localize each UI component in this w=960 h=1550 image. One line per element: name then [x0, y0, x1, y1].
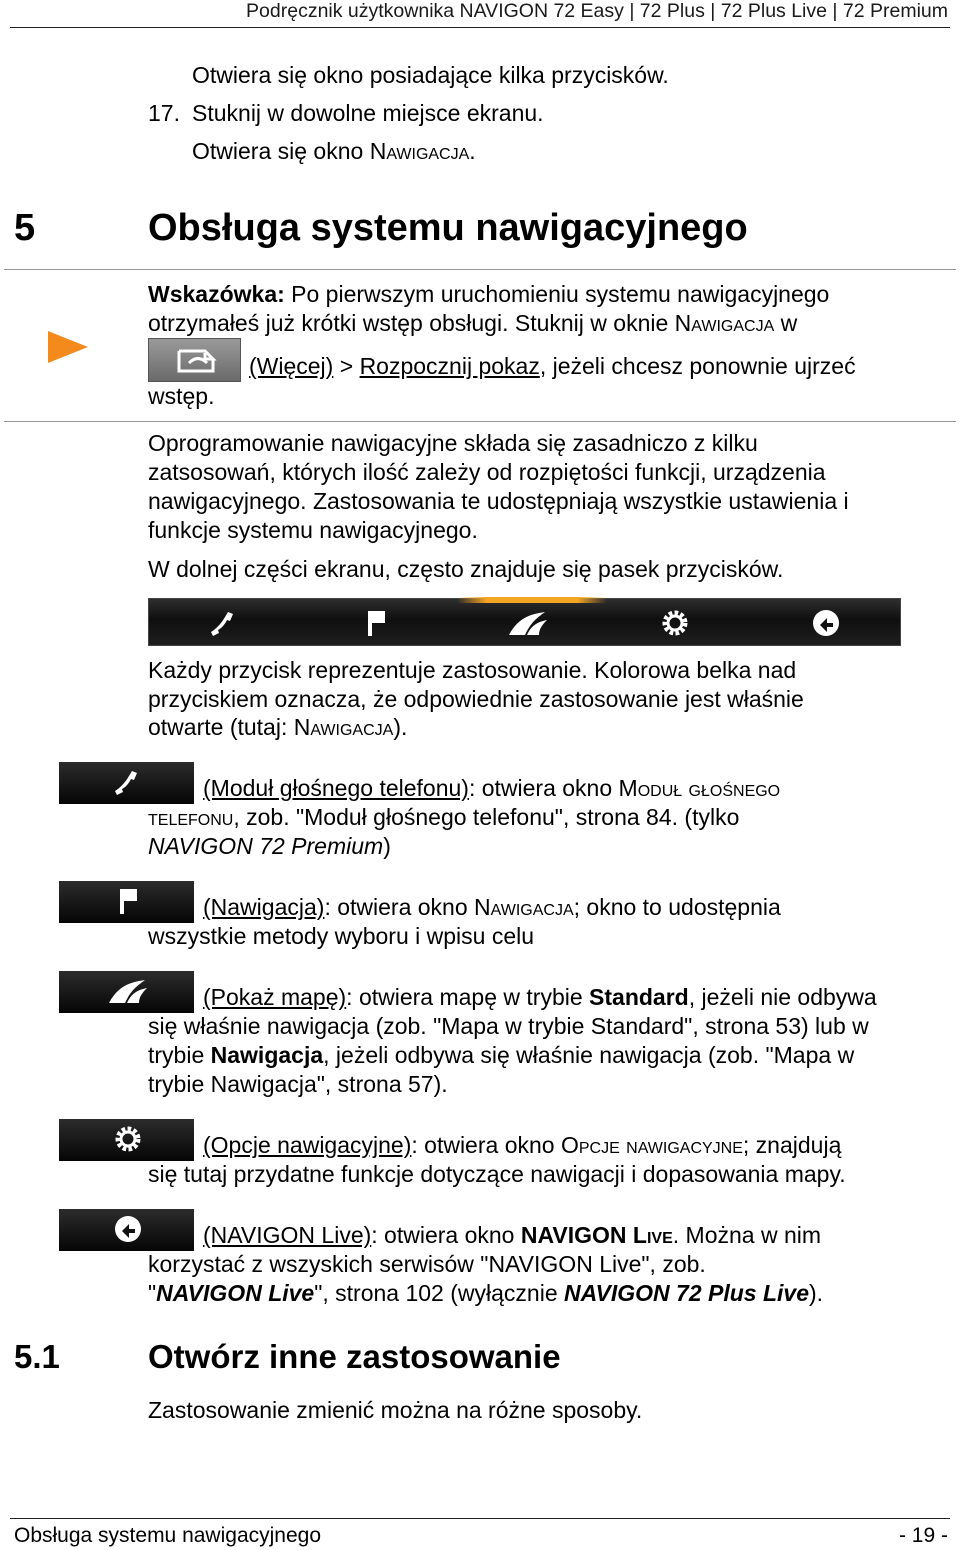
page-number: - 19 - [898, 1524, 948, 1547]
para3-line-3: otwarte (tutaj: Nawigacja). [148, 714, 408, 740]
start-tour-link[interactable]: Rozpocznij pokaz [359, 353, 540, 379]
intro-line-2: Stuknij w dowolne miejsce ekranu. [192, 100, 544, 126]
navigon-live-button[interactable] [59, 1209, 194, 1251]
flag-icon [113, 886, 143, 916]
hint-line-2: otrzymałeś już krótki wstęp obsługi. Stuknij w oknie Nawigacja w [148, 310, 798, 336]
para1-line-4: funkcje systemu nawigacyjnego. [148, 517, 478, 543]
nav-line-1: (Nawigacja): otwiera okno Nawigacja; okno to udostępnia [203, 894, 781, 920]
map-line-1: (Pokaż mapę): otwiera mapę w trybie Standard, jeżeli nie odbywa [203, 984, 877, 1010]
phone-line-3: NAVIGON 72 Premium) [148, 833, 391, 859]
para3-line-1: Każdy przycisk reprezentuje zastosowanie. Kolorowa belka nad [148, 657, 797, 683]
road-icon [107, 976, 149, 1006]
navigon-live-link[interactable]: (NAVIGON Live) [203, 1222, 372, 1248]
para4: Zastosowanie zmienić można na różne sposoby. [148, 1397, 643, 1423]
phone-line-1: (Moduł głośnego telefonu): otwiera okno Moduł głośnego [203, 775, 781, 801]
phone-line-2: telefonu, zob. "Moduł głośnego telefonu", strona 84. (tylko [148, 804, 740, 830]
options-line-2: się tutaj przydatne funkcje dotyczące nawigacji i dopasowania mapy. [148, 1161, 846, 1187]
step-number: 17. [148, 100, 180, 126]
phone-link[interactable]: (Moduł głośnego telefonu) [203, 775, 469, 801]
more-button[interactable] [148, 338, 241, 382]
map-line-4: trybie Nawigacja", strona 57). [148, 1071, 448, 1097]
para2: W dolnej części ekranu, często znajduje się pasek przycisków. [148, 556, 784, 582]
hint-top-rule [4, 269, 956, 270]
more-icon [149, 339, 242, 383]
map-line-3: trybie Nawigacja, jeżeli odbywa się właśnie nawigacja (zob. "Mapa w [148, 1042, 855, 1068]
phone-icon[interactable] [209, 608, 239, 638]
hint-arrow-icon [48, 331, 88, 363]
live-line-2: korzystać z wszyskich serwisów "NAVIGON Live", zob. [148, 1251, 706, 1277]
nav-line-2: wszystkie metody wyboru i wpisu celu [148, 923, 535, 949]
gear-icon [113, 1124, 143, 1154]
hint-line-1: Wskazówka: Po pierwszym uruchomieniu systemu nawigacyjnego [148, 281, 830, 307]
navigon-live-icon [113, 1214, 143, 1244]
para1-line-1: Oprogramowanie nawigacyjne składa się zasadniczo z kilku [148, 430, 758, 456]
subsection-number: 5.1 [14, 1338, 60, 1375]
intro-line-1: Otwiera się okno posiadające kilka przycisków. [192, 62, 669, 88]
running-header: Podręcznik użytkownika NAVIGON 72 Easy | 72 Plus | 72 Plus Live | 72 Premium [246, 0, 948, 22]
window-name: Nawigacja [369, 138, 470, 164]
toolbar-image [148, 598, 901, 646]
road-icon[interactable] [507, 608, 549, 638]
phone-icon [113, 767, 143, 797]
section-number: 5 [14, 207, 36, 249]
footer-rule [10, 1518, 950, 1519]
para1-line-3: nawigacyjnego. Zastosowania te udostępniają wszystkie ustawienia i [148, 488, 849, 514]
phone-button[interactable] [59, 762, 194, 804]
subsection-title: Otwórz inne zastosowanie [148, 1338, 561, 1375]
more-link[interactable]: (Więcej) [249, 353, 334, 379]
map-line-2: się właśnie nawigacja (zob. "Mapa w trybie Standard", strona 53) lub w [148, 1013, 869, 1039]
para3-line-2: przyciskiem oznacza, że odpowiednie zastosowanie jest właśnie [148, 686, 804, 712]
footer-title: Obsługa systemu nawigacyjnego [14, 1524, 322, 1547]
live-line-1: (NAVIGON Live): otwiera okno NAVIGON Live. Można w nim [203, 1222, 822, 1248]
options-line-1: (Opcje nawigacyjne): otwiera okno Opcje nawigacyjne; znajdują [203, 1132, 842, 1158]
hint-line-3: (Więcej) > Rozpocznij pokaz, jeżeli chcesz ponownie ujrzeć [249, 353, 856, 379]
intro-line-3: Otwiera się okno Nawigacja. [192, 138, 476, 164]
show-map-link[interactable]: (Pokaż mapę) [203, 984, 347, 1010]
live-line-3: "NAVIGON Live", strona 102 (wyłącznie NAVIGON 72 Plus Live). [148, 1280, 824, 1306]
navigation-link[interactable]: (Nawigacja) [203, 894, 325, 920]
navigation-options-link[interactable]: (Opcje nawigacyjne) [203, 1132, 412, 1158]
gear-icon[interactable] [660, 608, 690, 638]
header-rule [10, 27, 950, 28]
para1-line-2: zatsosowań, których ilość zależy od rozpiętości funkcji, urządzenia [148, 459, 826, 485]
navigation-button[interactable] [59, 881, 194, 923]
show-map-button[interactable] [59, 971, 194, 1013]
active-indicator-bar [457, 597, 607, 603]
hint-line-4: wstęp. [148, 383, 215, 409]
flag-icon[interactable] [361, 608, 391, 638]
navigon-live-icon[interactable] [811, 608, 841, 638]
navigation-options-button[interactable] [59, 1119, 194, 1161]
hint-bottom-rule [4, 421, 956, 422]
section-title: Obsługa systemu nawigacyjnego [148, 207, 748, 249]
